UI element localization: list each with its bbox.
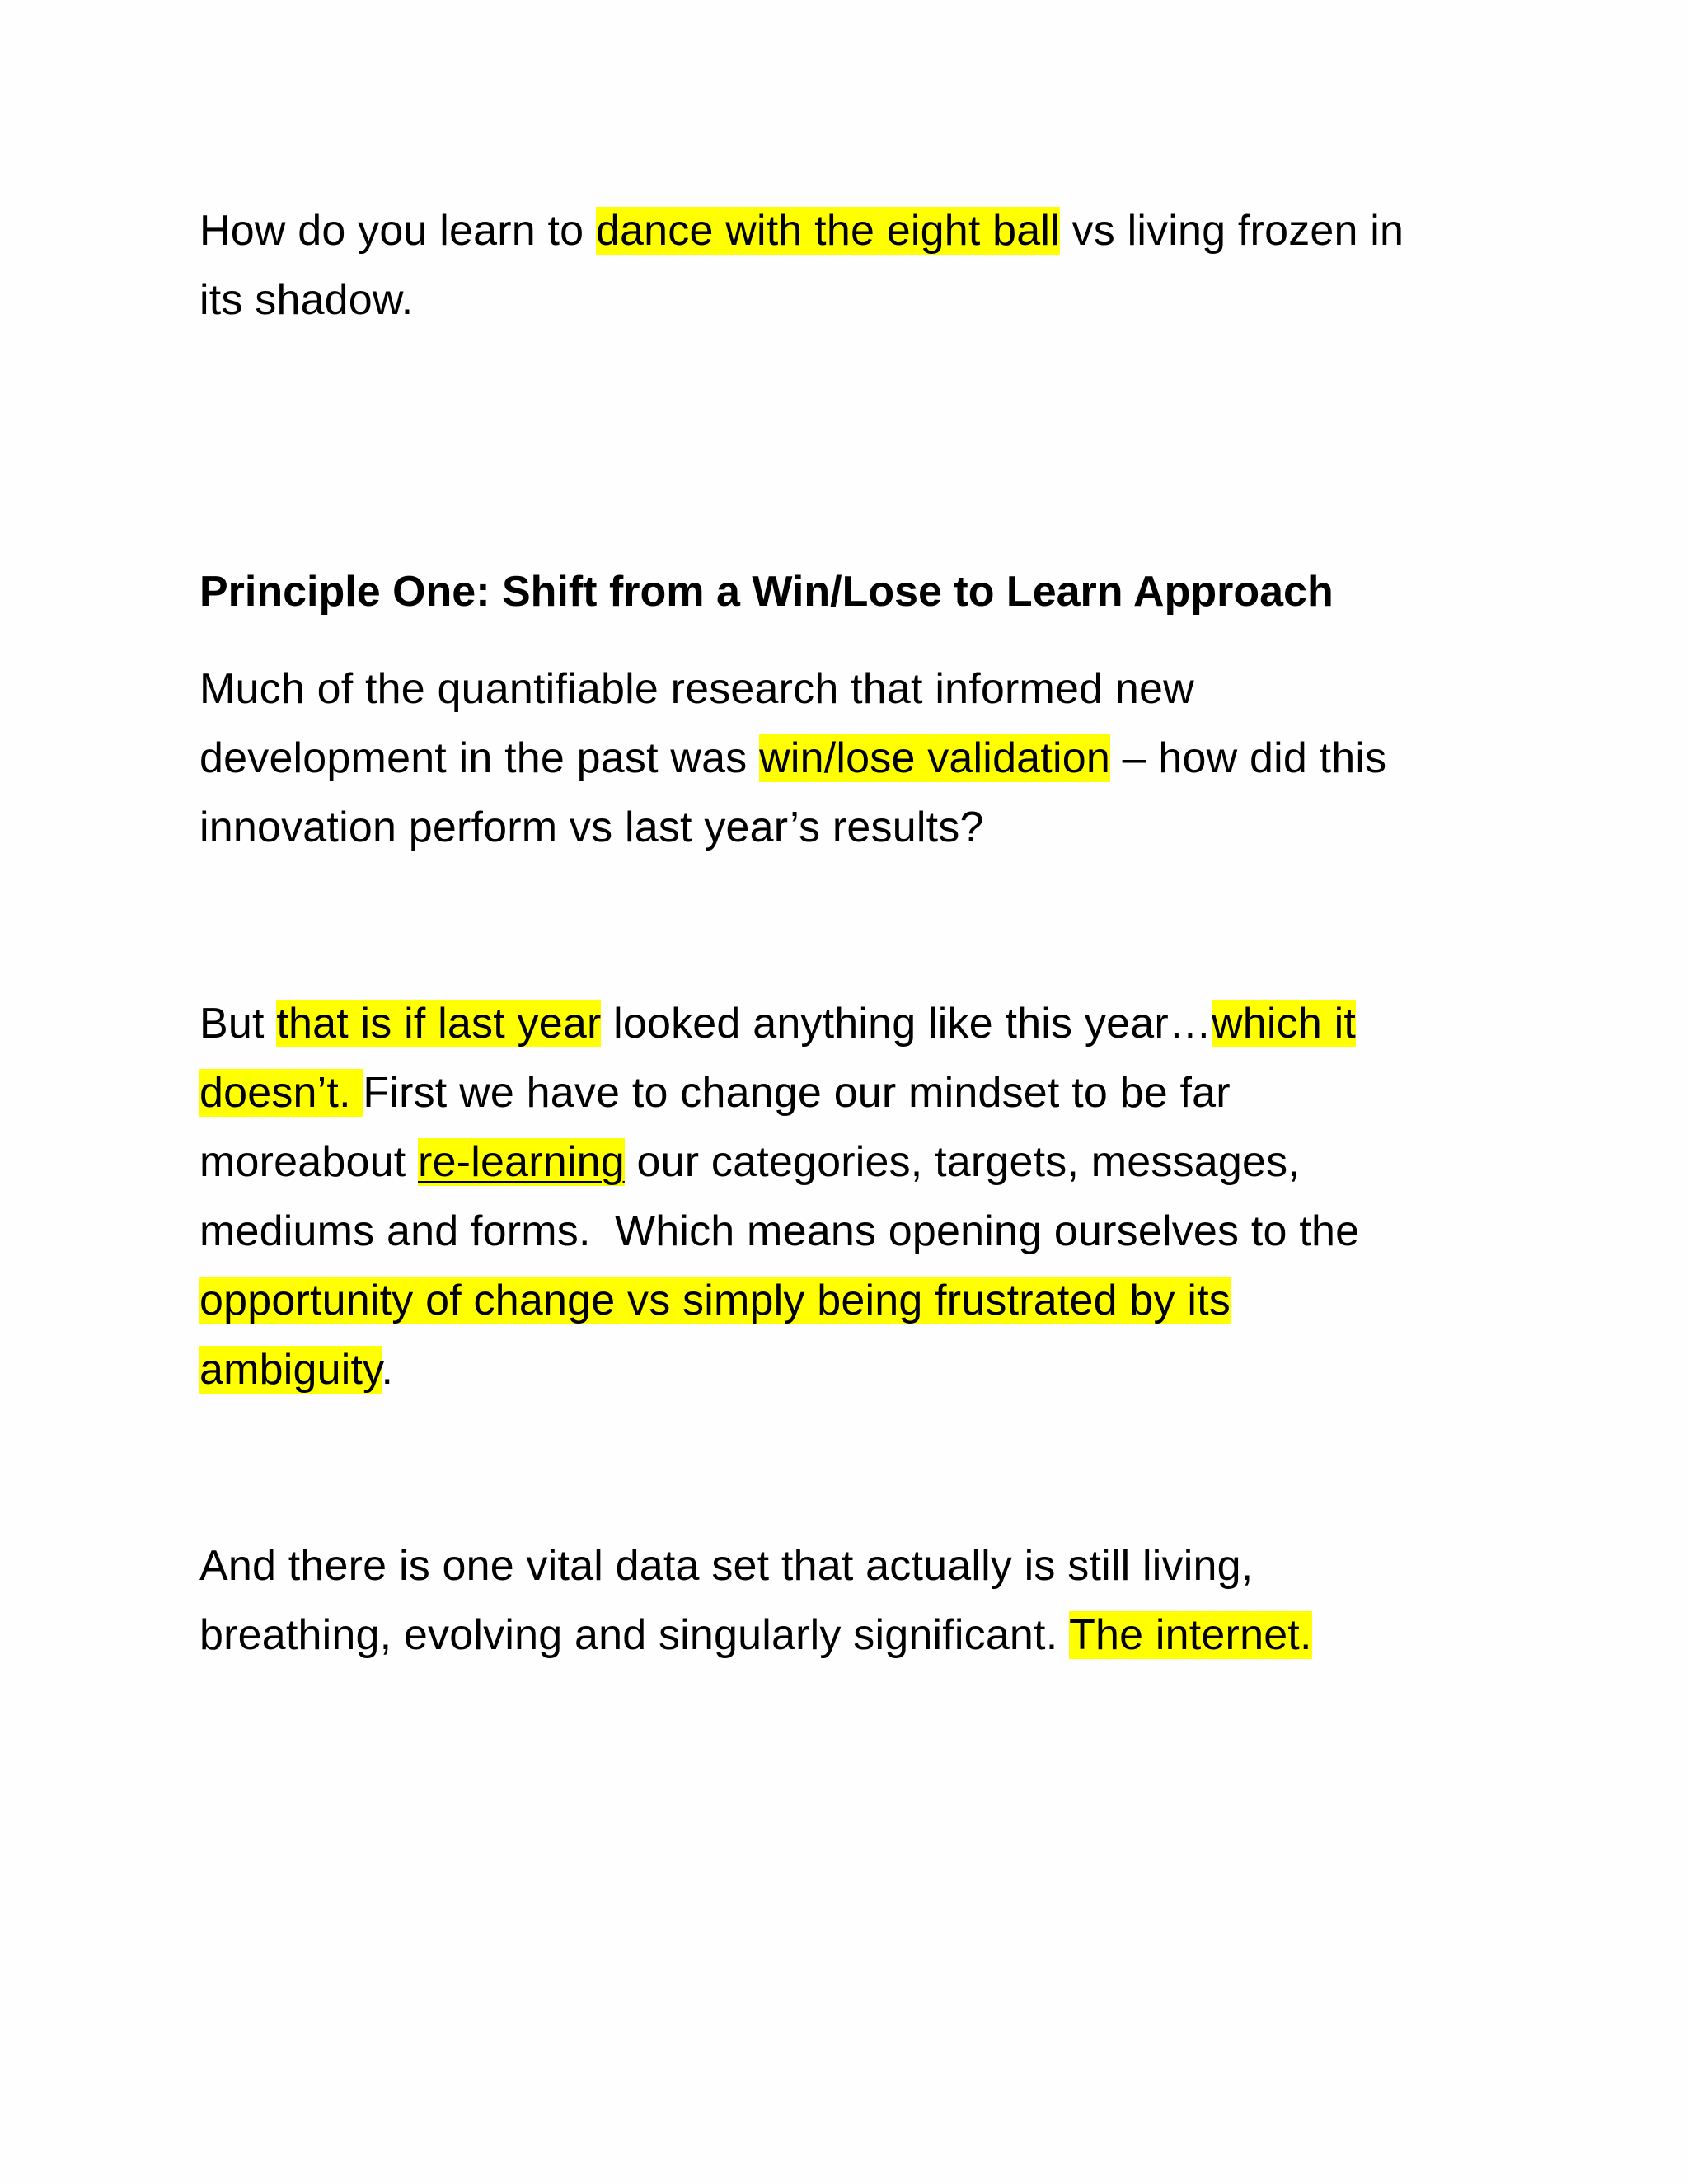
highlighted-text: ambiguity <box>199 1346 382 1394</box>
p2-line-4 <box>199 1197 1359 1266</box>
body-text: – how did this <box>1109 734 1387 782</box>
p2-line-3 <box>199 1127 1300 1197</box>
p2-line-5 <box>199 1266 1231 1335</box>
p1-line-3 <box>199 793 984 862</box>
body-text: Much of the quantifiable research that informed new <box>199 665 1194 713</box>
body-text: breathing, evolving and singularly significant. <box>199 1611 1070 1659</box>
intro-text: its shadow. <box>199 276 414 324</box>
body-text: First we have to change our mindset to be far <box>363 1069 1231 1117</box>
body-text: our categories, targets, messages, <box>624 1138 1300 1186</box>
p1-line-1 <box>199 654 1194 724</box>
body-text: . <box>381 1346 394 1394</box>
highlighted-text: dance with the eight ball <box>595 207 1060 255</box>
intro-text: How do you learn to <box>199 207 596 255</box>
body-text: And there is one vital data set that actually is still living, <box>199 1542 1254 1590</box>
p1-line-2 <box>199 724 1386 793</box>
body-text: moreabout <box>199 1138 419 1186</box>
body-text: mediums and forms. Which means opening ourselves to the <box>199 1207 1360 1255</box>
intro-line-1 <box>199 196 1404 265</box>
p3-line-1 <box>199 1531 1253 1601</box>
p2-line-6 <box>199 1335 393 1404</box>
body-text: But <box>199 1000 277 1047</box>
section-heading: Principle One: Shift from a Win/Lose to Learn Approach <box>199 568 1334 616</box>
body-text: development in the past was <box>199 734 760 782</box>
p2-line-2 <box>199 1058 1231 1127</box>
highlighted-underlined-text: re-learning <box>418 1138 625 1186</box>
highlighted-text: The internet. <box>1069 1611 1312 1659</box>
intro-line-2 <box>199 265 413 335</box>
highlighted-text: that is if last year <box>276 1000 602 1047</box>
body-text: innovation perform vs last year’s results? <box>199 804 984 851</box>
highlighted-text: doesn’t. <box>199 1069 363 1117</box>
p3-line-2 <box>199 1601 1312 1670</box>
highlighted-text: win/lose validation <box>759 734 1110 782</box>
p2-line-1 <box>199 989 1356 1058</box>
intro-text: vs living frozen in <box>1059 207 1404 255</box>
highlighted-text: opportunity of change vs simply being frustrated by its <box>199 1277 1231 1324</box>
highlighted-text: which it <box>1212 1000 1357 1047</box>
body-text: looked anything like this year… <box>601 1000 1212 1047</box>
